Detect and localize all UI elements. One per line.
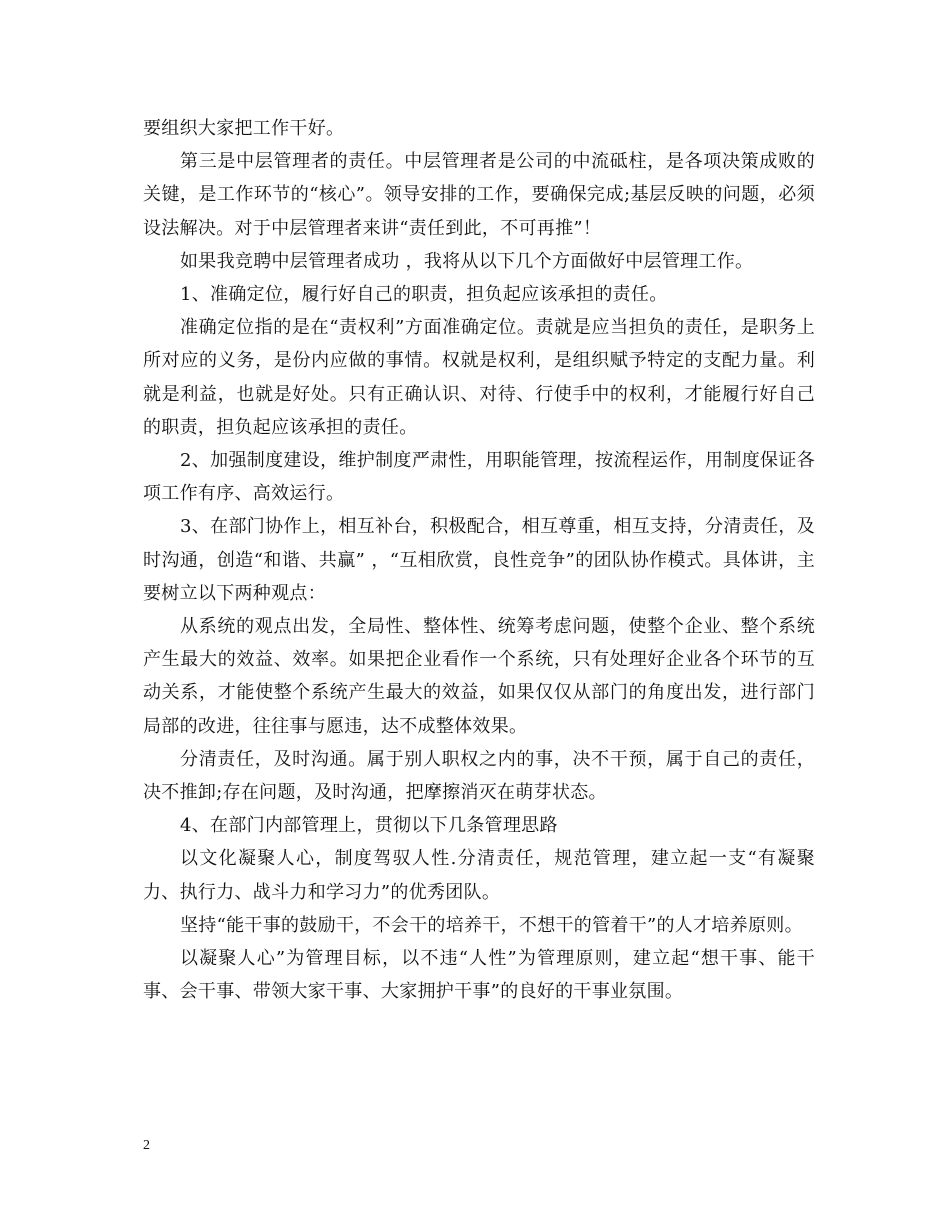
paragraph-12: 坚持“能干事的鼓励干，不会干的培养干，不想干的管着干”的人才培养原则。 (180, 914, 803, 936)
paragraph-8: 从系统的观点出发，全局性、整体性、统筹考虑问题，使整个企业、整个系统产生最大的效益、效率。如果把企业看作一个系统，只有处理好企业各个环节的互动关系，才能使整个系统产生最大的效益，如果仅仅从部门的角度出发，进行部门局部的改进，往往事与愿违，达不成整体效果。 (143, 616, 815, 737)
page-number: 2 (143, 1138, 150, 1153)
paragraph-13: 以凝聚人心”为管理目标，以不违“人性”为管理原则，建立起“想干事、能干事、会干事、带领大家干事、大家拥护干事”的良好的干事业氛围。 (143, 948, 815, 1003)
paragraph-3: 如果我竞聘中层管理者成功 ，我将从以下几个方面做好中层管理工作。 (180, 250, 754, 272)
paragraph-1: 要组织大家把工作干好。 (143, 118, 345, 139)
paragraph-11: 以文化凝聚人心，制度驾驭人性.分清责任，规范管理，建立起一支“有凝聚力、执行力、战斗力和学习力”的优秀团队。 (143, 848, 815, 903)
paragraph-4: 1、准确定位，履行好自己的职责，担负起应该承担的责任。 (180, 284, 668, 306)
paragraph-7: 3、在部门协作上，相互补台，积极配合，相互尊重，相互支持，分清责任，及时沟通，创造“和谐、共赢” ，“互相欣赏，良性竞争”的团队协作模式。具体讲，主要树立以下两种观点： (143, 516, 815, 604)
paragraph-6: 2、加强制度建设，维护制度严肃性，用职能管理，按流程运作，用制度保证各项工作有序、高效运行。 (143, 450, 815, 505)
paragraph-2: 第三是中层管理者的责任。中层管理者是公司的中流砥柱，是各项决策成败的关键，是工作环节的“核心”。领导安排的工作，要确保完成;基层反映的问题，必须设法解决。对于中层管理者来讲“责任到此，不可再推”！ (143, 151, 815, 239)
document-body (143, 112, 815, 1008)
paragraph-5: 准确定位指的是在“责权利”方面准确定位。责就是应当担负的责任，是职务上所对应的义务，是份内应做的事情。权就是权利，是组织赋予特定的支配力量。利就是利益，也就是好处。只有正确认识、对待、行使手中的权利，才能履行好自己的职责，担负起应该承担的责任。 (143, 317, 815, 438)
paragraph-10: 4、在部门内部管理上，贯彻以下几条管理思路 (180, 815, 558, 837)
paragraph-9: 分清责任，及时沟通。属于别人职权之内的事，决不干预，属于自己的责任，决不推卸;存在问题，及时沟通，把摩擦消灭在萌芽状态。 (143, 748, 815, 804)
